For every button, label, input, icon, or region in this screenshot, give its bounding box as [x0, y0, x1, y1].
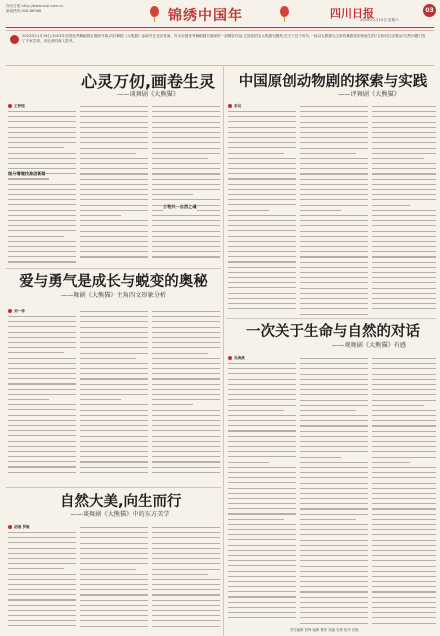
article-column	[300, 106, 368, 316]
header-divider	[6, 27, 434, 28]
body-text	[80, 106, 148, 258]
section-divider	[6, 487, 221, 488]
body-text	[300, 358, 368, 624]
article-column	[80, 527, 148, 630]
article-byline: 刘一菲	[8, 309, 25, 314]
masthead-info	[6, 4, 63, 13]
article-deck: ——谈舞剧《大熊猫》	[117, 91, 179, 98]
column-divider	[223, 66, 224, 636]
article-column	[372, 358, 436, 625]
article-headline: 爱与勇气是成长与蜕变的奥秘	[19, 274, 208, 290]
article-column	[152, 527, 220, 630]
article-column	[228, 111, 296, 316]
body-text	[8, 316, 76, 473]
issue-date: 2024年2月10日 星期六	[360, 18, 399, 22]
lantern-icon	[280, 6, 289, 17]
article-column	[8, 532, 76, 630]
article-column	[8, 316, 76, 484]
body-text	[80, 527, 148, 627]
intro-text: 2023年11月16日,2023年全国优秀舞蹈剧目展演开幕,四川舞剧《大熊猫》参演并在北京首演。作为全国优秀舞蹈剧目展演的一部精彩作品,它选取国宝大熊猫为题材,在当下这个时代,一场以大熊猫为主角的舞剧是如何诞生的?又如何打动观众?这些问题引发了专家学者、评论者的深入思考。	[22, 34, 426, 44]
body-text	[372, 106, 436, 309]
article-column	[80, 106, 148, 266]
article-byline: 胡清 罗敏	[8, 525, 30, 530]
article-column	[8, 111, 76, 266]
body-text	[152, 527, 220, 627]
body-text	[8, 532, 76, 626]
article-headline: 一次关于生命与自然的对话	[246, 324, 420, 340]
article-byline: 吴海燕	[228, 356, 245, 361]
article-column	[80, 311, 148, 484]
masthead-line: 四川日报 http://www.scol.com.cn	[6, 4, 64, 8]
section-title: 锦绣中国年	[168, 8, 243, 24]
body-text	[152, 106, 220, 258]
newspaper-logo: 四川日报	[330, 7, 374, 20]
article-column	[372, 106, 436, 316]
article-column	[228, 363, 296, 625]
section-divider	[6, 268, 221, 269]
article-column	[152, 311, 220, 484]
article-column	[300, 358, 368, 625]
article-deck: ——观舞剧《大熊猫》有感	[331, 342, 407, 349]
section-subhead: 细分情境找准创新路	[8, 171, 46, 176]
page-credits: 责任编辑 张锋 编辑 曹萍 美编 吴博 校对 田航	[290, 628, 359, 632]
article-headline: 中国原创动物剧的探索与实践	[238, 74, 428, 90]
body-text	[372, 358, 436, 624]
section-divider	[226, 318, 436, 319]
article-headline: 自然大美,向生而行	[60, 494, 182, 510]
section-subhead: 万物共一自然之魂	[163, 204, 197, 209]
article-column	[152, 106, 220, 266]
intro-box	[6, 30, 434, 66]
masthead-line: 新闻热线:028-86968	[6, 8, 42, 13]
body-text	[228, 111, 296, 309]
body-text	[80, 311, 148, 473]
article-byline: 李吴	[228, 104, 241, 109]
page-number-badge: 03	[423, 4, 436, 17]
panda-icon	[10, 35, 19, 44]
body-text	[300, 106, 368, 315]
body-text	[228, 363, 296, 618]
lantern-icon	[150, 6, 159, 17]
article-headline: 心灵万仞,画卷生灵	[80, 72, 216, 91]
body-text	[8, 111, 76, 263]
article-byline: 王梦瑶	[8, 104, 25, 109]
article-deck: ——谈舞剧《大熊猫》中的东方美学	[70, 511, 170, 518]
article-deck: ——舞剧《大熊猫》主角四文形象分析	[60, 292, 167, 299]
article-deck: ——评舞剧《大熊猫》	[338, 91, 400, 98]
body-text	[152, 311, 220, 473]
